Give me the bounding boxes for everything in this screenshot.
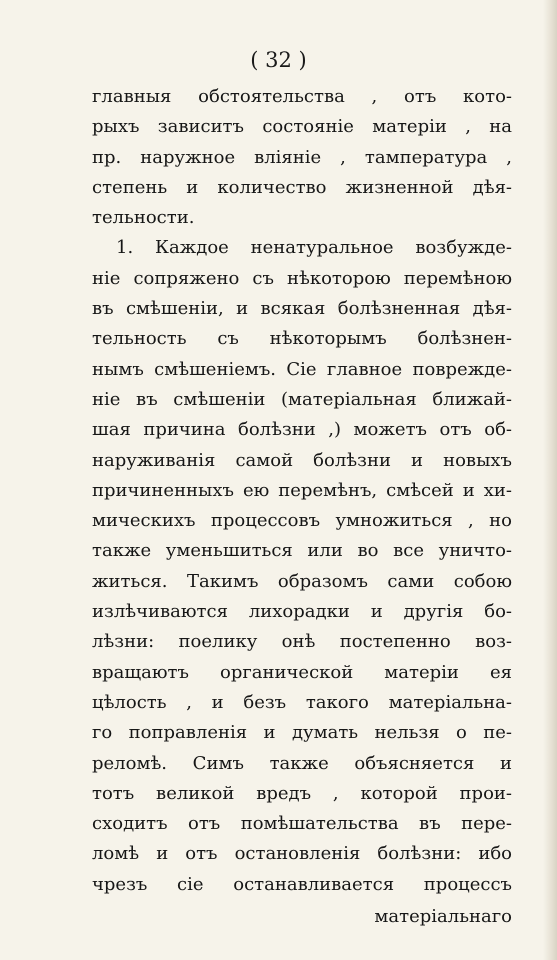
text-line: вращаютъ органической матерiи ея: [92, 661, 512, 683]
text-line: цѣлость , и безъ такого матерiальна-: [92, 691, 512, 713]
text-line: реломѣ. Симъ также объясняется и: [92, 752, 512, 774]
paragraph-start-line: 1. Каждое ненатуральное возбужде-: [116, 237, 512, 259]
text-line: главныя обстоятельства , отъ кото-: [92, 86, 512, 107]
text-line: излѣчиваются лихорадки и другiя бо-: [92, 601, 512, 623]
text-line: сходитъ отъ помѣшательства въ пере-: [92, 813, 512, 835]
text-line: тельности.: [92, 207, 195, 229]
text-line: тельность съ нѣкоторымъ болѣзнен-: [92, 328, 512, 350]
text-line: го поправленiя и думать нельзя о пе-: [92, 722, 512, 744]
catchword: матерiальнаго: [374, 906, 512, 928]
page-number: ( 32 ): [250, 48, 307, 72]
text-line: рыхъ зависитъ состоянiе матерiи , на: [92, 116, 512, 138]
text-line: также уменьшиться или во все уничто-: [92, 540, 512, 562]
text-line: въ смѣшенiи, и всякая болѣзненная дѣя-: [92, 298, 512, 320]
text-line: степень и количество жизненной дѣя-: [92, 176, 512, 198]
text-line: мическихъ процессовъ умножиться , но: [92, 510, 512, 532]
page-edge: [543, 0, 557, 960]
text-line: нымъ смѣшенiемъ. Сiе главное поврежде-: [92, 358, 512, 380]
text-line: ломѣ и отъ остановленiя болѣзни: ибо: [92, 843, 512, 865]
text-line: житься. Такимъ образомъ сами собою: [92, 570, 512, 592]
text-line: лѣзни: поелику онѣ постепенно воз-: [92, 631, 512, 653]
text-line: наруживанiя самой болѣзни и новыхъ: [92, 449, 512, 471]
text-line: нiе сопряжено съ нѣкоторою перемѣною: [92, 267, 512, 289]
body-text: [92, 82, 512, 932]
text-line: шая причина болѣзни ,) можетъ отъ об-: [92, 419, 512, 441]
text-line: чрезъ сiе останавливается процессъ: [92, 873, 512, 895]
text-line: тотъ великой вредъ , которой прои-: [92, 782, 512, 804]
text-line: причиненныхъ ею перемѣнъ, смѣсей и хи-: [92, 479, 512, 501]
text-line: пр. наружное влiянiе , тампература ,: [92, 146, 512, 168]
text-line: нiе въ смѣшенiи (матерiальная ближай-: [92, 388, 512, 410]
